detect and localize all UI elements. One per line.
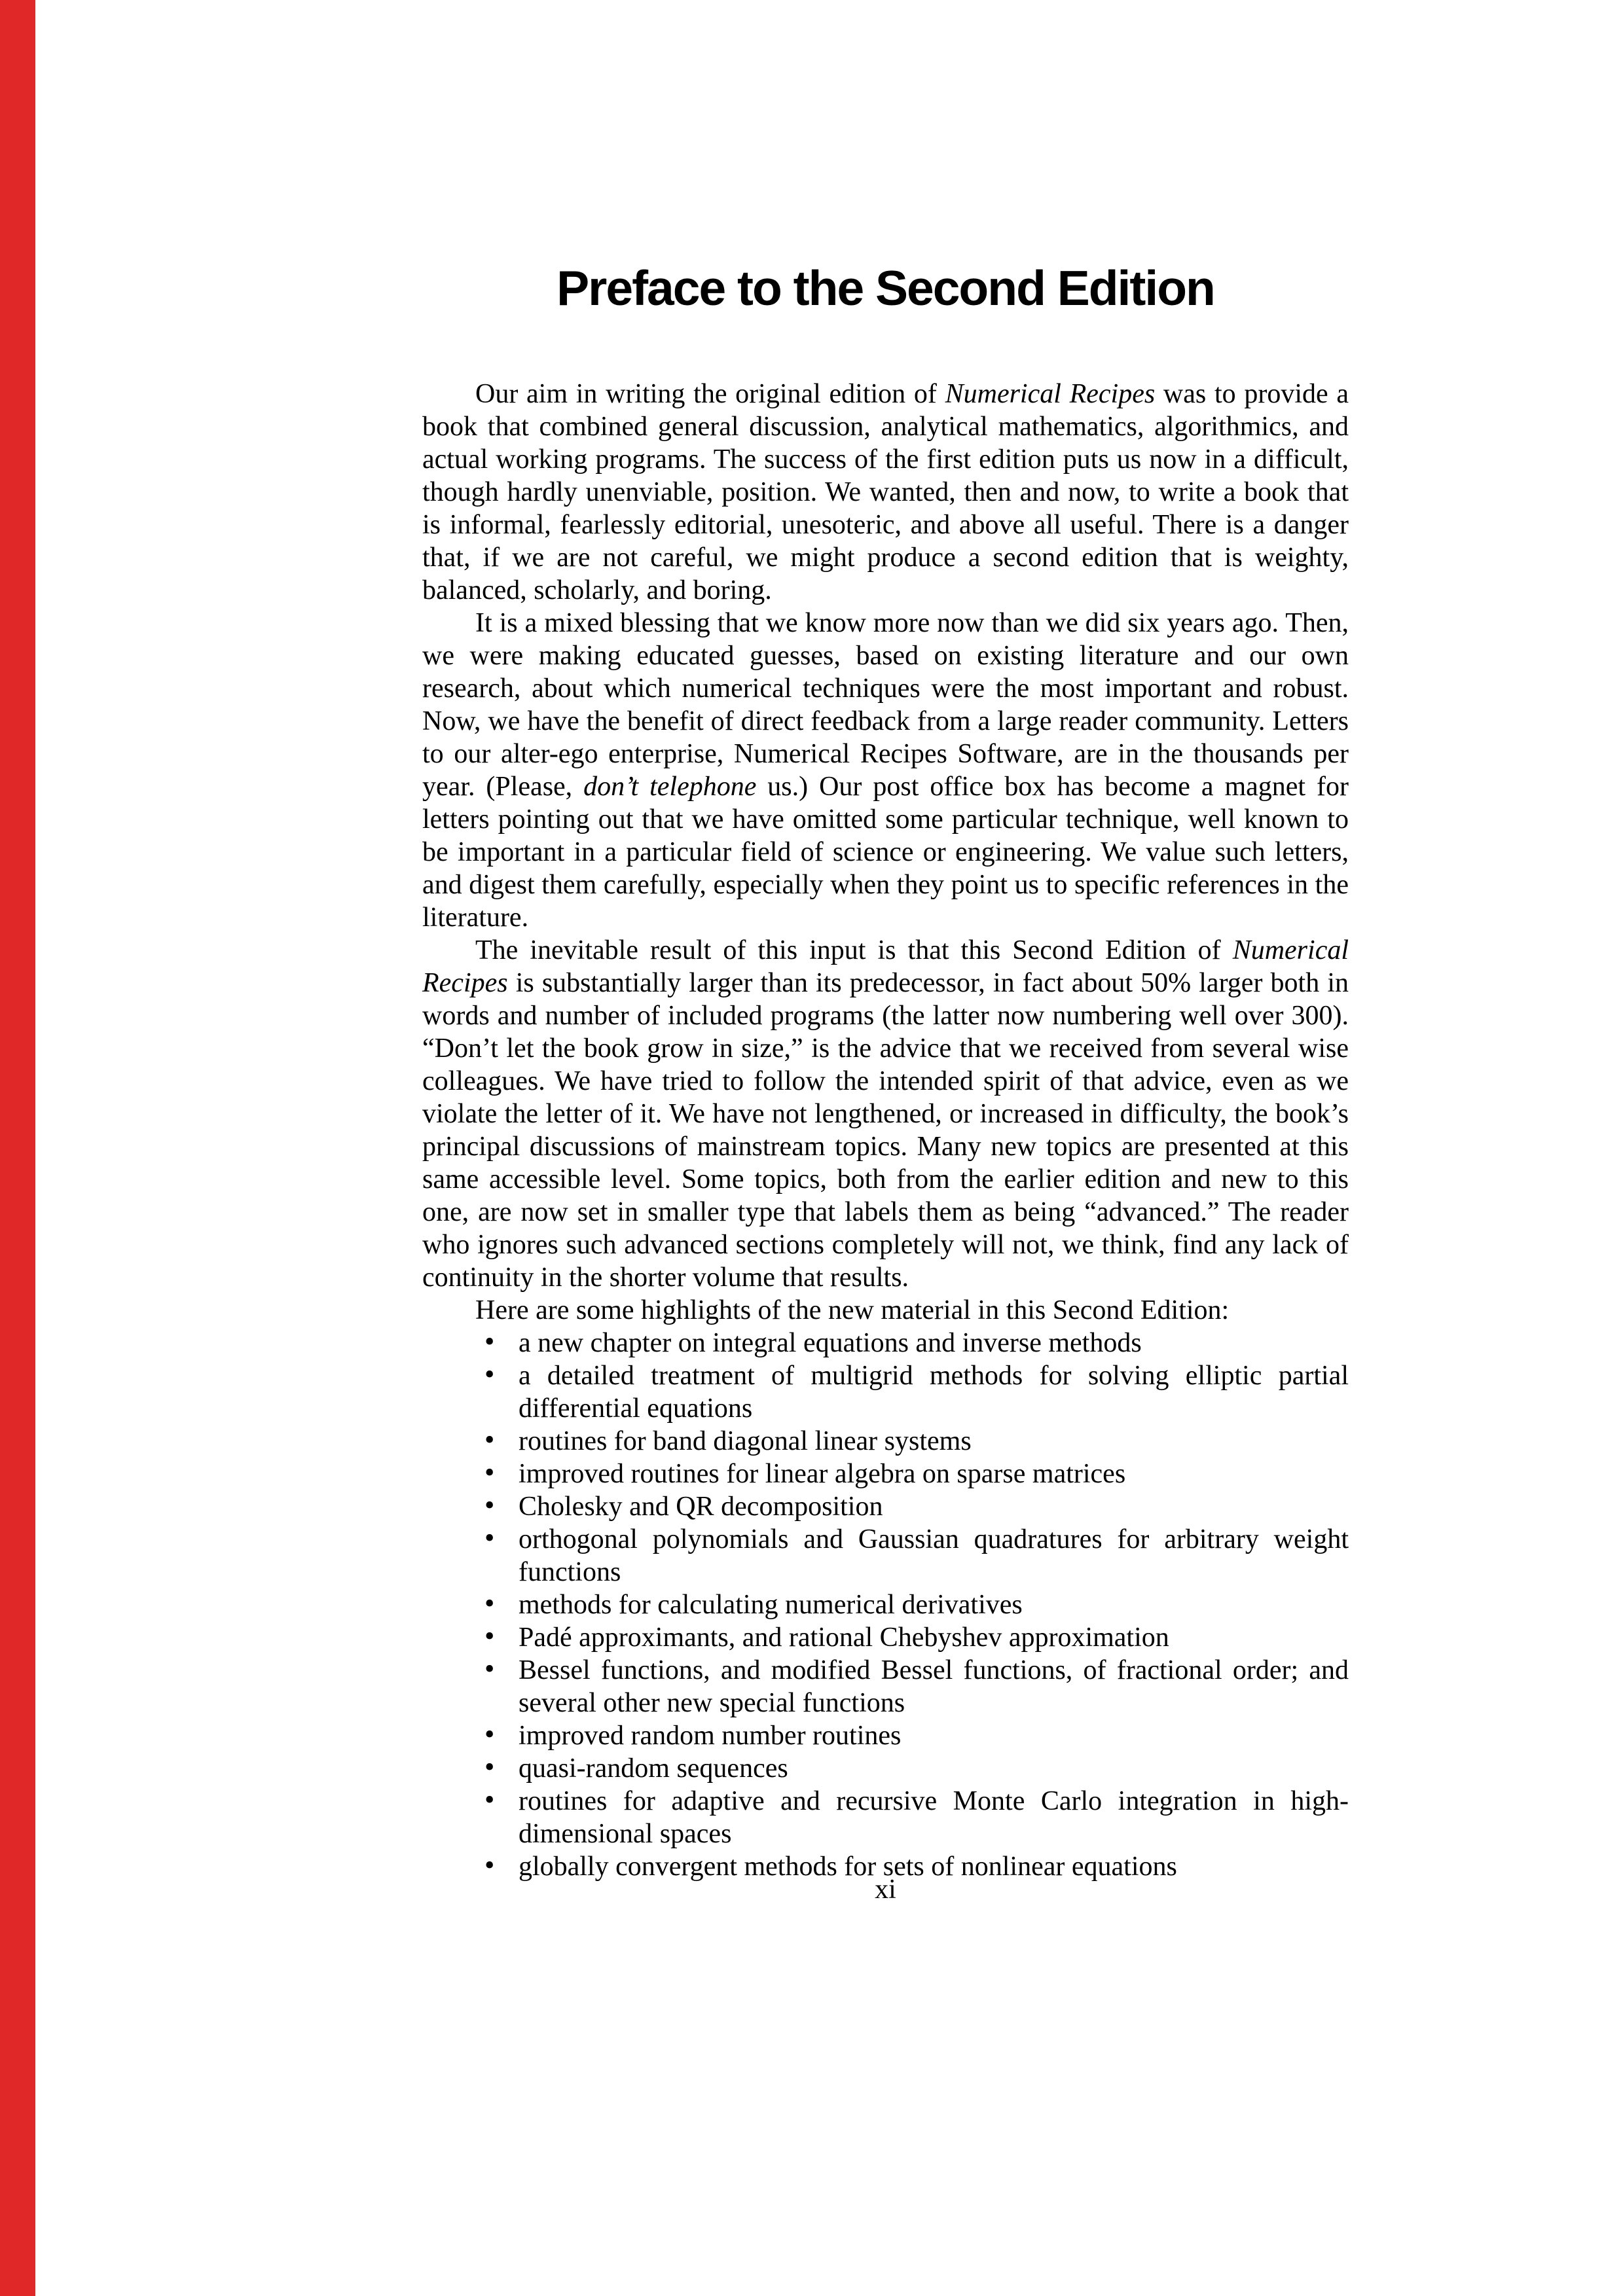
bullet-icon: • bbox=[484, 1587, 495, 1619]
bullet-icon: • bbox=[484, 1456, 495, 1488]
bullet-icon: • bbox=[484, 1751, 495, 1783]
paragraph-1-italic: Numerical Recipes bbox=[945, 379, 1156, 409]
list-item-text: globally convergent methods for sets of nonlinear equations bbox=[519, 1852, 1177, 1882]
paragraph-2 bbox=[422, 607, 1349, 934]
paragraph-2-text: It is a mixed blessing that we know more now than we did six years ago. Then, we were making educated guesses, based on existing literature and our own research, about which numerical techniques were the most important and robust. Now, we have the benefit of direct feedback from a large reader community. Letters to our alter-ego enterprise, Numerical Recipes Software, are in the thousands per year. (Please, bbox=[422, 608, 1349, 802]
paragraph-3-text: The inevitable result of this input is that this Second Edition of bbox=[475, 935, 1233, 965]
page-title: Preface to the Second Edition bbox=[556, 260, 1214, 315]
bullet-icon: • bbox=[484, 1522, 495, 1554]
list-item-text: routines for adaptive and recursive Monte Carlo integration in high-dimensional spaces bbox=[519, 1786, 1349, 1849]
bullet-icon: • bbox=[484, 1653, 495, 1685]
list-item bbox=[484, 1621, 1349, 1654]
list-item bbox=[484, 1523, 1349, 1588]
bullet-icon: • bbox=[484, 1358, 495, 1390]
list-item-text: routines for band diagonal linear systems bbox=[519, 1426, 972, 1456]
paragraph-2-italic: don’t telephone bbox=[583, 772, 757, 802]
list-item-text: improved random number routines bbox=[519, 1721, 902, 1751]
highlights-intro-text: Here are some highlights of the new material in this Second Edition: bbox=[475, 1295, 1230, 1325]
paragraph-2-text-cont: us.) Our post office box has become a magnet for letters pointing out that we have omitted some particular technique, well known to be important in a particular field of science or engineering. We value such letters, and digest them carefully, especially when they point us to specific references in the literature. bbox=[422, 772, 1349, 933]
list-item-text: Cholesky and QR decomposition bbox=[519, 1492, 883, 1522]
paragraph-3-text-cont: is substantially larger than its predecessor, in fact about 50% larger both in words and number of included programs (the latter now numbering well over 300). “Don’t let the book grow in size,” is the advice that we received from several wise colleagues. We have tried to follow the intended spirit of that advice, even as we violate the letter of it. We have not lengthened, or increased in difficulty, the book’s principal discussions of mainstream topics. Many new topics are presented at this same accessible level. Some topics, both from the earlier edition and new to this one, are now set in smaller type that labels them as being “advanced.” The reader who ignores such advanced sections completely will not, we think, find any lack of continuity in the shorter volume that results. bbox=[422, 968, 1349, 1293]
list-item-text: orthogonal polynomials and Gaussian quadratures for arbitrary weight functions bbox=[519, 1524, 1349, 1587]
list-item-text: methods for calculating numerical derivatives bbox=[519, 1590, 1023, 1620]
list-item bbox=[484, 1327, 1349, 1359]
list-item bbox=[484, 1425, 1349, 1458]
paragraph-3-italic: Numerical Recipes bbox=[422, 935, 1349, 998]
list-item bbox=[484, 1458, 1349, 1490]
list-item bbox=[484, 1785, 1349, 1850]
bullet-icon: • bbox=[484, 1489, 495, 1521]
bullet-icon: • bbox=[484, 1718, 495, 1750]
paragraph-1 bbox=[422, 378, 1349, 607]
list-item bbox=[484, 1752, 1349, 1785]
page-edge-stripe bbox=[0, 0, 35, 2296]
list-item-text: Bessel functions, and modified Bessel functions, of fractional order; and several other new special functions bbox=[519, 1655, 1349, 1718]
list-item bbox=[484, 1654, 1349, 1719]
list-item bbox=[484, 1490, 1349, 1523]
page-content bbox=[422, 260, 1349, 1883]
list-item-text: quasi-random sequences bbox=[519, 1753, 788, 1784]
page-number: xi bbox=[875, 1874, 896, 1905]
list-item-text: improved routines for linear algebra on sparse matrices bbox=[519, 1459, 1126, 1489]
paragraph-highlights-intro bbox=[422, 1294, 1349, 1327]
highlights-list bbox=[422, 1327, 1349, 1883]
bullet-icon: • bbox=[484, 1784, 495, 1816]
list-item-text: a detailed treatment of multigrid methods for solving elliptic partial differential equations bbox=[519, 1361, 1349, 1424]
list-item-text: Padé approximants, and rational Chebyshev approximation bbox=[519, 1623, 1169, 1653]
list-item bbox=[484, 1588, 1349, 1621]
bullet-icon: • bbox=[484, 1424, 495, 1456]
paragraph-1-text-cont: was to provide a book that combined general discussion, analytical mathematics, algorithmics, and actual working programs. The success of the first edition puts us now in a difficult, though hardly unenviable, position. We wanted, then and now, to write a book that is informal, fearlessly editorial, unesoteric, and above all useful. There is a danger that, if we are not careful, we might produce a second edition that is weighty, balanced, scholarly, and boring. bbox=[422, 379, 1349, 605]
list-item bbox=[484, 1719, 1349, 1752]
bullet-icon: • bbox=[484, 1325, 495, 1357]
paragraph-3 bbox=[422, 934, 1349, 1294]
list-item bbox=[484, 1359, 1349, 1425]
bullet-icon: • bbox=[484, 1849, 495, 1881]
paragraph-1-text: Our aim in writing the original edition of bbox=[475, 379, 945, 409]
bullet-icon: • bbox=[484, 1620, 495, 1652]
list-item-text: a new chapter on integral equations and inverse methods bbox=[519, 1328, 1142, 1358]
